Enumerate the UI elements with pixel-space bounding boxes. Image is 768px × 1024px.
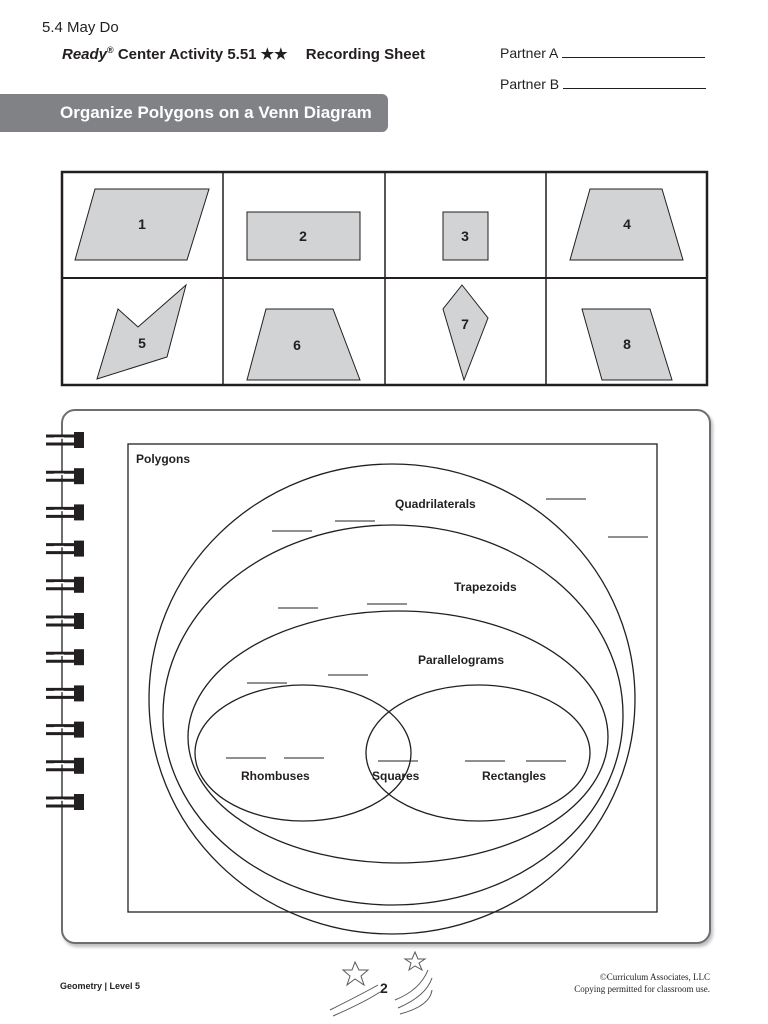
shape-7-kite: [443, 285, 488, 380]
partner-b-label: Partner B: [500, 76, 560, 92]
shape-label: 1: [138, 216, 146, 232]
shape-label: 8: [623, 336, 631, 352]
polygons-box: [128, 444, 657, 912]
ready-brand: Ready: [62, 46, 108, 63]
quadrilaterals-label: Quadrilaterals: [395, 497, 476, 511]
copyright-line: ©Curriculum Associates, LLC: [599, 972, 710, 982]
footer-copyright: [574, 971, 710, 995]
trapezoids-label: Trapezoids: [454, 580, 517, 594]
parallelograms-ellipse: [188, 611, 608, 863]
binding-ring-icon: [46, 468, 84, 484]
shape-label: 5: [138, 335, 146, 351]
shape-6-trapezoid: [247, 309, 360, 380]
shape-label: 4: [623, 216, 631, 232]
venn-diagram: [128, 444, 657, 934]
binding-ring-icon: [46, 504, 84, 520]
activity-number: Center Activity 5.51 ★★: [117, 46, 288, 63]
binding-ring-icon: [46, 794, 84, 810]
registered-mark: ®: [107, 45, 114, 55]
binding-ring-icon: [46, 432, 84, 448]
binding-ring-icon: [46, 722, 84, 738]
binding-ring-icon: [46, 649, 84, 665]
lesson-label: 5.4 May Do: [42, 19, 119, 36]
banner-title: Organize Polygons on a Venn Diagram: [60, 103, 372, 122]
shape-5-concave-polygon: [97, 285, 186, 379]
rhombuses-label: Rhombuses: [241, 769, 310, 783]
binding-ring-icon: [46, 577, 84, 593]
shape-label: 7: [461, 316, 469, 332]
polygons-label: Polygons: [136, 452, 191, 466]
rectangles-label: Rectangles: [482, 769, 547, 783]
footer-course: Geometry | Level 5: [60, 981, 141, 991]
shape-label: 2: [299, 228, 307, 244]
rhombuses-ellipse: [195, 685, 411, 821]
squares-label: Squares: [372, 769, 420, 783]
rectangles-ellipse: [366, 685, 590, 821]
binding-ring-icon: [46, 685, 84, 701]
shape-label: 3: [461, 228, 469, 244]
sheet-title: Recording Sheet: [305, 46, 425, 63]
shape-label: 6: [293, 337, 301, 353]
parallelograms-label: Parallelograms: [418, 653, 505, 667]
binding-ring-icon: [46, 758, 84, 774]
page-number: 2: [380, 980, 388, 996]
partner-a-label: Partner A: [500, 45, 559, 61]
spiral-binding: [46, 432, 84, 810]
binding-ring-icon: [46, 613, 84, 629]
permission-line: Copying permitted for classroom use.: [574, 984, 710, 994]
binding-ring-icon: [46, 541, 84, 557]
